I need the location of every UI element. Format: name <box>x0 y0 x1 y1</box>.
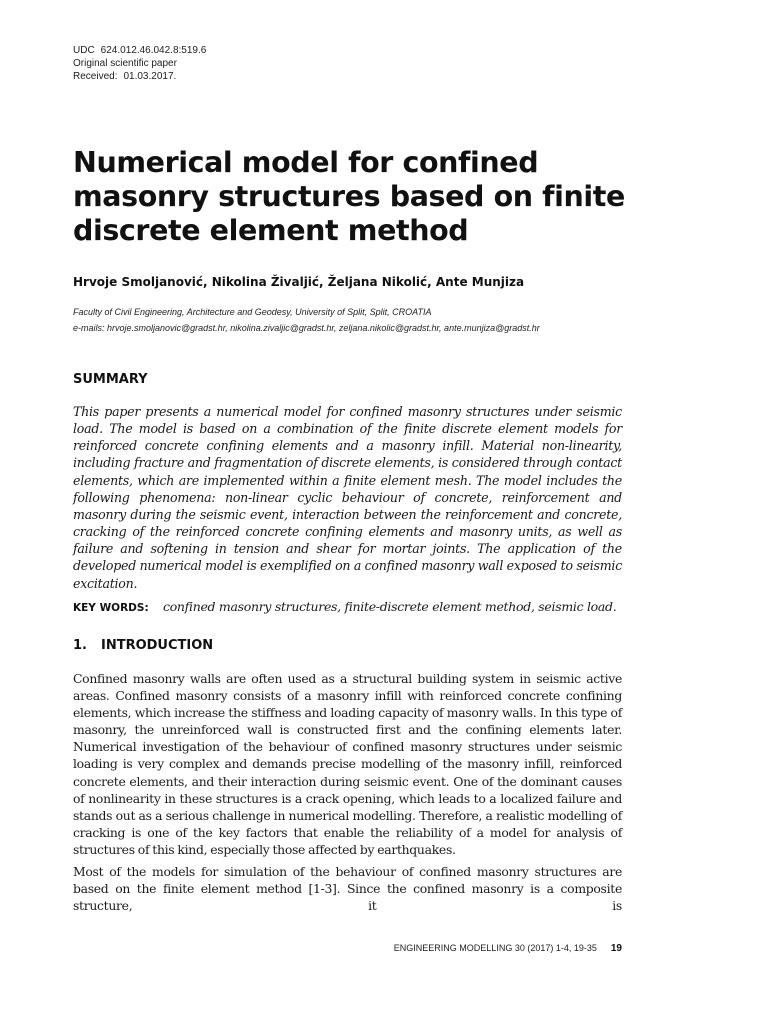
affiliation: Faculty of Civil Engineering, Architecture and Geodesy, University of Split, Split, CROATIA <box>73 307 432 317</box>
title-line-1: Numerical model for confined <box>73 146 539 179</box>
title-line-3: discrete element method <box>73 214 469 247</box>
udc-label: UDC <box>73 45 95 56</box>
paper-type: Original scientific paper <box>73 58 177 69</box>
introduction-paragraph-2: Most of the models for simulation of the behaviour of confined masonry structures are based on the finite element method [1-3]. Since the confined masonry is a composite structure, it is <box>73 864 622 914</box>
page-number: 19 <box>610 943 622 954</box>
title-line-2: masonry structures based on finite <box>73 180 625 213</box>
section-title: INTRODUCTION <box>101 638 214 653</box>
received-label: Received: <box>73 71 118 82</box>
paper-title <box>73 146 633 248</box>
udc-line <box>73 44 206 57</box>
page-footer <box>394 943 622 954</box>
section-number: 1. <box>73 638 87 653</box>
keywords-text: confined masonry structures, finite-discrete element method, seismic load. <box>163 599 617 614</box>
keywords <box>73 596 633 615</box>
author-affiliations <box>73 304 633 336</box>
received-date: 01.03.2017. <box>123 71 177 82</box>
udc-value: 624.012.46.042.8:519.6 <box>100 45 207 56</box>
journal-citation: ENGINEERING MODELLING 30 (2017) 1-4, 19-35 <box>393 943 597 953</box>
keywords-label: KEY WORDS: <box>73 602 149 614</box>
summary-text: This paper presents a numerical model for confined masonry structures under seismic load. The model is based on a combination of the finite discrete element models for reinforced concrete confining elements and a masonry infill. Material non-linearity, including fracture and fragmentation of discrete elements, is considered through contact elements, which are implemented within a finite element mesh. The model includes the following phenomena: non-linear cyclic behaviour of concrete, reinforcement and masonry during the seismic event, interaction between the reinforcement and concrete, cracking of the reinforced concrete confining elements and masonry units, as well as failure and softening in tension and shear for mortar joints. The application of the developed numerical model is exemplified on a confined masonry wall exposed to seismic excitation. <box>73 404 622 591</box>
introduction-paragraph-1: Confined masonry walls are often used as a structural building system in seismic active areas. Confined masonry consists of a masonry infill with reinforced concrete confining elements, which increase the stiffness and loading capacity of masonry walls. In this type of masonry, the unreinforced wall is constructed first and the confining elements later. Numerical investigation of the behaviour of confined masonry structures under seismic loading is very complex and demands precise modelling of the masonry infill, reinforced concrete elements, and their interaction during seismic event. One of the dominant causes of nonlinearity in these structures is a crack opening, which leads to a localized failure and stands out as a serious challenge in numerical modelling. Therefore, a realistic modelling of cracking is one of the key factors that enable the reliability of a model for analysis of structures of this kind, especially those affected by earthquakes. <box>73 671 622 857</box>
author-list: Hrvoje Smoljanović, Nikolina Živaljić, Željana Nikolić, Ante Munjiza <box>73 275 525 289</box>
summary-heading: SUMMARY <box>73 372 148 387</box>
paper-metadata <box>73 44 206 83</box>
introduction-heading <box>73 638 213 653</box>
paper-page <box>73 0 625 1024</box>
author-emails: e-mails: hrvoje.smoljanovic@gradst.hr, nikolina.zivaljic@gradst.hr, zeljana.nikolic@gradst.hr, ante.munjiza@gradst.hr <box>73 323 540 333</box>
received-line <box>73 70 206 83</box>
